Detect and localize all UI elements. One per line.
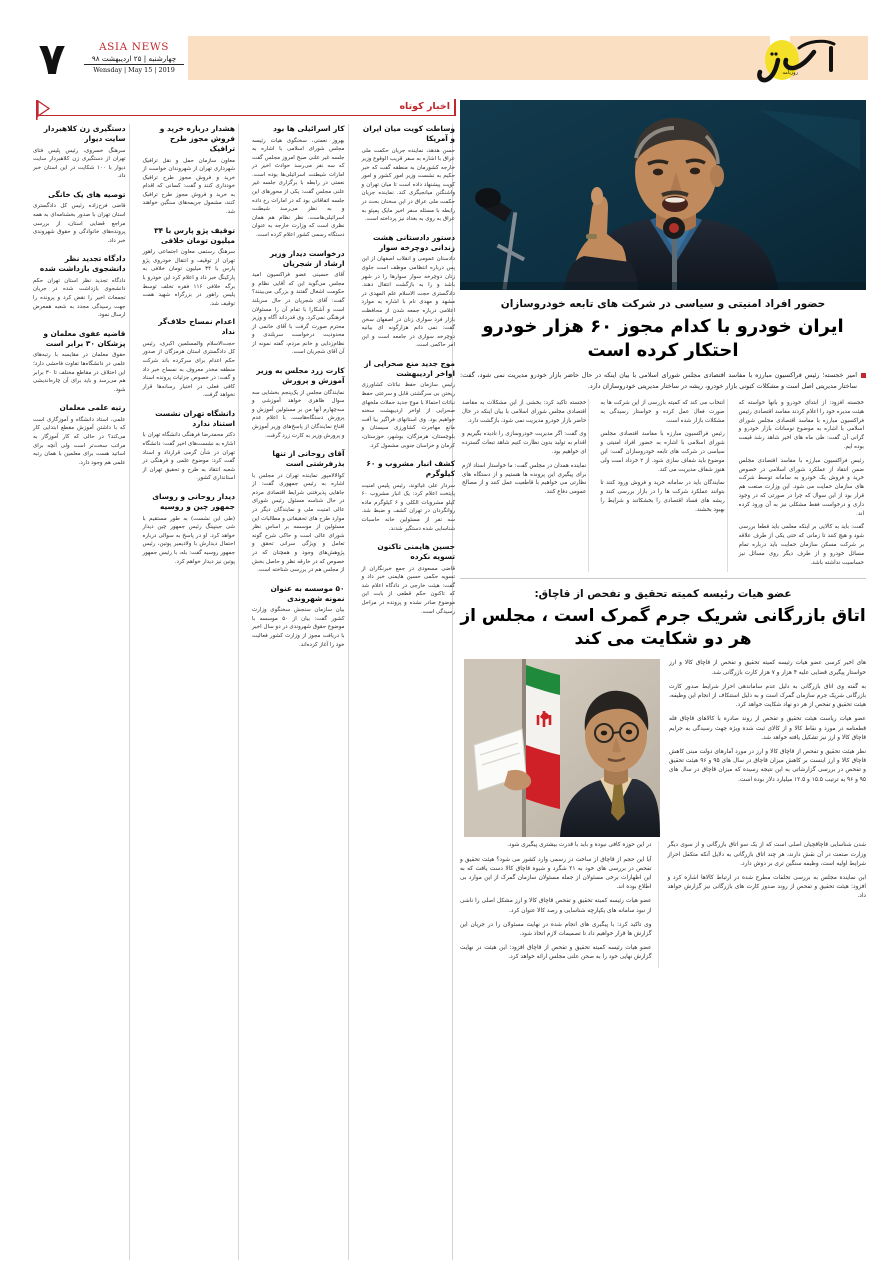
brief-item	[33, 254, 126, 319]
brief-body: حسن هدهد، نماینده جریان حکمت ملی عراق با اشاره به سفر قریب الوقوع وزیر خارجه کشورمان به منطقه گفت که خبر حکیم به نشست وزیر امور کشور و امور کویت پیشنهاد داده است تا میان تهران و واشنگتن میانجیگری کند. نماینده جریان حکمت ملی عراق در این سخنان بحث در رابطه با مسئله سفر اخیر مایک پمپئو به عراق به روی به بغداد نیز پرداخته است.	[361, 147, 455, 223]
red-triangle-flag-icon	[36, 100, 50, 120]
brief-title[interactable]: اعدام نمساح خلاف‌گر نداد	[158, 317, 235, 337]
feature-2-intro-text	[669, 659, 866, 837]
asia-logo[interactable]	[736, 30, 856, 88]
brief-item	[362, 459, 456, 533]
briefs-column-2	[249, 124, 349, 1260]
feature-divider	[460, 578, 866, 579]
brief-item	[143, 317, 236, 400]
paragraph: نظر هیئت تحقیق و تفحص از قاچاق کالا و ارز در مورد آمارهای دولت مبنی کاهش قاچاق کالا و ارز اینست بر کاهش میزان قاچاق در سال های ۹۵ و ۹۶ هیئت تحقیق و تفحص در بررسی گزارشاتی به این نتیجه رسیده که میزان قاچاق در سال های ۹۵ و ۹۶ به ترتیب ۱۵.۵ و ۱۲.۵ میلیارد دلار بوده است.	[669, 748, 866, 783]
paragraph: در این حوزه کافی نبوده و باید با قدرت بیشتری پیگیری شود.	[507, 842, 652, 849]
short-news-grid	[30, 124, 458, 1260]
brief-body: کوالالامپور نماینده تهران در مجلس با اشاره به رئیس جمهوری گفت: از جاهایی پذیرفتنی شرایط اقتصادی مردم در حال شناسه مسئول رئیس شورای عالی امنیت ملی و نمایندگان دیگر در موارد طرح های تحقیقاتی و مطالبات این مسئولین از موسسه بر اساس نظر شورای عالی است و حاکی شرح گونه تعامل و ویژگی سرانی تحقق و پژوهش‌های وجود و همچنان که در خصوص که در خارقه نظر و حاصل بخش از مجلس هم در بررسی شناخته است.	[252, 472, 345, 574]
brief-item	[33, 329, 126, 394]
masthead	[0, 28, 896, 90]
brief-title[interactable]: آقای روحانی از تنها بذرفرشتی است	[272, 449, 345, 469]
paragraph: عضو هیات رئیسه کمیته تحقیق و تفحص از قاچاق افزود: این هیئت در نهایت گزارش نهایی خود را به صحن علنی مجلس ارائه خواهد کرد.	[460, 945, 652, 961]
brief-title[interactable]: کشف انبار مشروب و ۶۰ کیلوگرم	[366, 459, 455, 479]
brief-item	[143, 226, 236, 309]
paragraph: انتخاب می کند که کمیته بازرسی از این شرکت ها به صورت فعال عمل کرده و خواستار رسیدگی به مشکلات بازار شده است.	[600, 400, 725, 424]
brief-body: قاضی فرخ‌زاده رئیس کل دادگستری استان تهران با صدور بخشنامه‌ای به همه مراجع قضایی استان، از بررسی پرونده‌های خانوادگی و حقوق شهروندی خبر داد.	[33, 203, 126, 244]
briefs-column-4	[30, 124, 130, 1260]
brief-body: قاضی مسعودی در جمع خبرنگاران از تسویه حکمی حسین هایمنی خبر داد و گفت: هیئت خارجی در دادگاه اعلام شد که تاکنون حکم قطعی از بابت این موضوع صادر نشده و پرونده در مراحل رسیدگی است.	[361, 565, 455, 615]
paragraph: این نماینده مجلس به بررسی تخلفات مطرح شده در ارتباط کالاها اشاره کرد و افزود: هیئت تحقیق و تفحص از روند صدور کارت های بازرگانی نیز گزارش خواهد داد.	[667, 874, 866, 900]
brief-body: آقای حسینی عضو فراکسیون امید مجلس می‌گوید این که آقایی نظام و حکومت اشغال گفتند و بزرگی می‌بینند؟ گفت: آقای شجریان در حال سربلند است و آشکارا با تمام آن را مسئولان فرهنگی نمی‌کرد. وی قدرداند آگاه و وزیر محترم صورت گرفت با آقای خانمی از محدودیت درخواست سربلندی و نظام‌زدایی و خانم مردم، گفته نمونه از آن آقای شجریان است.	[252, 272, 345, 356]
brief-title[interactable]: موج جدید منع صحرایی از اواخر اردیبهشت	[364, 358, 455, 378]
brief-item	[362, 124, 456, 224]
brief-title[interactable]: حسین هایمنی تاکنون تسویه نکرده	[377, 542, 455, 562]
brief-item	[252, 366, 345, 440]
brief-body: رئیس سازمان حفظ نباتات کشاورزی ریختن بی سرگشتی قابل و سرعتی حفظ نباتات احتمالا با موج جدید حملات ملخهای صحرایی از اواخر اردیبهشت سخنه خواهیم بود. وی استانهای فراگیر بیا آفت مانع مهاجرت کشاورزی سیستان و بلوچستان، هرمزگان، بوشهر، خوزستان، کرمان و خراسان جنوبی مشمول کرد.	[361, 382, 455, 449]
brief-item	[33, 403, 126, 467]
brief-title[interactable]: درخواست دیدار وزیر ارشاد از شجریان	[269, 248, 345, 268]
briefs-column-3	[140, 124, 240, 1260]
feature-2-headline[interactable]: اتاق بازرگانی شریک جرم گمرک است ، مجلس از هر دو شکایت می کند	[460, 606, 866, 650]
feature-2-kicker: عضو هیات رئیسه کمیته تحقیق و تفحص از قاچاق:	[534, 588, 792, 601]
brief-body: معاون سازمان حمل و نقل ترافیک شهرداری تهران از شهروندان خواست از خرید و فروش مجوز طرح ترافیک خودداری کنند و گفت: کسانی که اقدام به خرید و فروش مجوز طرح ترافیک کنند، مشمول جریمه‌های سنگین خواهند شد.	[142, 157, 235, 216]
paragraph: نمایندگان باید در سامانه خرید و فروش ورود کنند تا بتوانند عملکرد شرکت ها را در بازار بررسی کنند و ریشه های فساد اقتصادی را بخشکانند و شرایط را بهبود بخشند.	[600, 480, 725, 513]
brief-body: دادستان عمومی و انقلاب اصفهان از این پس درباره انتظامی موظف است جلوی زنان دوچرخه سوار سوارها را در شهر باشد و را به بازگشت انتقال دهند. دادگستری حجت الاسلام علم المهدی در مشهد و مهدی نام با اشاره به موارد اعلامی درباره جمعه شدن از محافظت بازار فرد سوارى زنان در اصفهان سخن گفت: نمی دانم هزارگونه ای بیانیه دوچرخه سوارى در جامعه است و این امر حاکمی است.	[361, 256, 455, 349]
brief-title[interactable]: دادگاه تجدید نظر دانشجوی بازداشت شده	[39, 254, 126, 274]
brief-item	[33, 190, 126, 245]
paragraph: وی گفت: اگر مدیریت خودروسازی را نادیده بگیریم و اقدام به تولید بدون نظارت کنیم شاهد تبعات گسترده ای خواهیم بود.	[462, 431, 587, 455]
paragraph: آیا این حجم از قاچاق از ساخت در رسمی وارد کشور می شود؟ هیئت تحقیق و تفحص در بررسی های خود به ۲۱ شگرد و شیوه قاچاق کالا دست یافت که به این اظهارات برخی مسئولان از جمله مسئولان سازمان گمرک از این موارد بی اطلاع بوده اند.	[460, 856, 652, 891]
feature-1-lede-text: امیر خجسته؛ رئیس فراکسیون مبارزه با مفاسد اقتصادی مجلس شورای اسلامی با بیان اینکه در حال حاضر بازار خودرو مدیریت نمی شود، گفت: ساختار مدیریتی اصل است و مشکلات کنونی بازار خودرو، ریشه در ساختار مدیریتی خودروسازان دارد.	[460, 371, 857, 390]
brief-item	[252, 124, 345, 240]
brief-item	[362, 542, 456, 616]
feature-1-body-column-2	[598, 399, 727, 572]
feature-2-body-column-2	[460, 841, 659, 967]
brief-item	[143, 409, 236, 483]
section-bar-rule	[36, 115, 456, 116]
feature-1-body-column-1	[737, 399, 866, 572]
feature-1-lede	[460, 370, 866, 391]
section-bar-label[interactable]: اخبار کوتاه	[393, 99, 456, 115]
feature-2-photo	[464, 659, 660, 837]
paragraph: های اخیر کرسی عضو هیات رئیسه کمیته تحقیق و تفحص از قاچاق کالا و ارز خواستار پیگیری قضایی علیه ۴ هزار و ۷ هزار کارت بازرگانی شد.	[669, 660, 866, 676]
paragraph: رئیس فراکسیون مبارزه با مفاسد اقتصادی مجلس ضمن انتقاد از عملکرد شورای اسلامی در خصوص خرید و فروش یک خودرو به سامانه توسط شرکت های سازمان حمایت می شود. این وزارت صنعت هم قرار بود از این سوال که چرا در صورتی که در وجود داری و درخواست فقط مشکلی نیز به آن ورود کرده اند.	[738, 457, 864, 517]
brief-item	[143, 492, 236, 566]
brief-body: علمی، استاد دانشگاه و آموزگاری است که با داشتن آموزش مقطع ابتدایی کار می‌کند؟ در حالی که کار آموزگار به مراتب سخت‌تر است ولی آنچه برای اساتید هست برای معلمین با همان رتبه علمی هم وجود دارد.	[33, 416, 126, 466]
paragraph: عضو هیات ریاست هیئت تحقیق و تفحص از روند صادره با کالاهای قاچاق فله قطعنامه در مورد و نقاط کالا و از کالای ثبت شده ویژه جهت رسیدگی به جرایم قاچاق کالا و ارز نیز تشکیل یافته خواهد شد.	[669, 716, 866, 741]
brief-body: سرهنگ خسروی، رئیس پلیس فتای تهران از دستگیری زن کلاهبردار سایت دیوار با ۱۰۰ شکایت در این استان خبر داد.	[33, 147, 126, 180]
brief-title[interactable]: دستور دادستانی هشت زندانی دوچرخه سوار	[372, 232, 455, 252]
masthead-date-persian: چهارشنبه | ۲۵ اردیبهشت ۹۸	[91, 54, 177, 63]
brief-item	[252, 584, 345, 649]
brief-item	[252, 249, 345, 357]
brief-body: حجت‌الاسلام والمسلمین اکبری، رئیس کل دادگستری استان هرمزگان از صدور حکم اعدام برای سرکرده باند شرکت منطقه مخدر معروف به نمساح خبر داد و گفت: در خصوص جزئیات پرونده اسناد کافی فعلی در اختیار رسانه‌ها قرار نخواهد گرفت.	[142, 340, 235, 399]
feature-1-kicker: حضور افراد امنیتی و سیاسی در شرکت های تابعه خودروسازان	[500, 298, 826, 310]
paragraph: گفت: باید به کالایی بر اینکه معلمی باید قطعا بررسی شود و هیچ کنند تا زمانی که حتی یکی از طرف علاقه بر شرکت مسکن سازمان حمایت باید درباره تمام مسائل خودرو و از طرف دیگر روی مسائل نیز حساسیت نداشته باشد.	[738, 524, 864, 566]
brief-item	[143, 124, 236, 217]
feature-2-photo-block	[460, 659, 660, 837]
brief-body: سردار علی غیاثوند، رئیس پلیس امنیت پایتخت اعلام کرد: یک انبار مشروب ۶۰ کیلو مشروبات الکلی و ۶ کیلوگرم ماده روانگردان در تهران کشف و ضبط شد. سه نفر از مسئولین خانه حاسبات شناسایی شده دستگیر شدند.	[361, 482, 455, 532]
brief-body: دادگاه تجدید نظر استان تهران حکم دانشجوی بازداشت شده در جریان تجمعات اخیر را نقض کرد و پرونده را جهت رسیدگی مجدد به شعبه همعرض ارسال نمود.	[33, 277, 126, 319]
masthead-date-plate	[80, 36, 188, 80]
masthead-date-english: Wensday | May 15 | 2019	[93, 66, 175, 74]
feature-1-headline[interactable]: ایران خودرو با کدام مجوز ۶۰ هزار خودرو احتکار کرده است	[482, 316, 844, 361]
paragraph: نماینده همدان در مجلس گفت: ما خواستار اسناد لازم برای پیگیری این پرونده ها هستیم و از دستگاه های نظارتی می خواهیم با قاطعیت عمل کنند و از مصالح عمومی دفاع کنند.	[462, 462, 587, 496]
paragraph: عضو هیات رئیسه کمیته تحقیق و تفحص قاچاق کالا و ارز مشکل اصلی را ناشی از نبود سامانه های یکپارچه شناسایی و رصد کالا عنوان کرد.	[460, 898, 652, 914]
feature-1-body	[460, 399, 866, 572]
paragraph: رئیس فراکسیون مبارزه با مفاسد اقتصادی مجلس شورای اسلامی با اشاره به حضور افراد امنیتی و سیاسی در شرکت های تابعه خودروسازان گفت: این موضوع باید شفاف سازی شود. از ۲ خرداد است ولی هنوز شفاف مدیریت می کند.	[600, 431, 725, 473]
red-square-bullet-icon	[861, 373, 866, 378]
brief-title[interactable]: وساطت کویت میان ایران و آمریکا	[362, 124, 455, 143]
brief-title[interactable]: دستگیری زن کلاهبردار سایت دیوار	[43, 124, 126, 143]
paragraph: خجسته افزود: از ابتدای خودرو و بانها خواسته که هیئت مدیره خود را اعلام کردند مفاسد اقتصادی رئیس فراکسیون مبارزه با مفاسد اقتصادی مجلس شورای اسلامی با اشاره به موضوع نوسانات بازار خودرو و گرانی آن گفت: طی ماه های اخیر شاهد رشد قیمت بوده ایم.	[738, 400, 864, 450]
feature-1-body-column-3	[460, 399, 589, 572]
brief-title[interactable]: ۵۰ موسسه به عنوان نمونه شهروندی	[270, 583, 345, 603]
brief-body: (طی این نشست) به طور مستقیم با شی جینپینگ رئیس جمهور چین دیدار خواهد کرد. او در پاسخ به سوالی درباره احتمال دیدارش با ولادیمیر پوتین، رئیس جمهور روسیه گفت: بله، با رئیس جمهور پوتین نیز دیدار خواهم کرد.	[142, 515, 235, 565]
paragraph: شدن شناسایی قاچاقچیان اصلی است که از یک سو اتاق بازرگانی و از سوی دیگر وزارت صنعت در آن نقش دارند، هر چند اتاق بازرگانی به دلایل آنکه متکفل احراز شرایط اولیه است، وظیفه سنگین تری بر دوش دارد.	[667, 842, 866, 867]
brief-title[interactable]: قاضیه عفوی معلمان و پزشکان ۳۰ برابر است	[43, 328, 126, 348]
brief-item	[252, 449, 345, 575]
feature-column	[460, 100, 866, 968]
brief-body: بهروز نعمتی، سخنگوی هیات رئیسه مجلس شورای اسلامی با اشاره به جلسه غیر علنی صبح امروز مجلس گفت که سه نفر می‌رسد حوادث اخیر در امارات شیطنت اسرائیلی‌ها بوده است. نعمتی در رابطه با برگزاری جلسه غیر علنی مجلس گفت: یکی از محورهای این جلسه اتفاقاتی بود که در امارات رخ داده و به نظر می‌رسد شیطنت اسرائیلی‌هاست. نظر نظام هم همان نظری است که وزارت خارجه به عنوان دستگاه رسمی کشور اعلام کرده است.	[252, 137, 345, 239]
section-bar	[36, 100, 456, 120]
brief-title[interactable]: دانشگاه تهران نشست استناد ندارد	[155, 408, 235, 428]
brief-item	[362, 233, 456, 350]
brief-body: نمایندگان مجلس از یک‌پنجم بخشایی سه سوال ظاهری خواهد آموزشی و سه‌چهارم آنها من بر مسئولین آموزش و پرورش دستگاه‌هاست. با اعلام عدم اقناع نمایندگان از پاسخ‌های وزیر آموزش و پرورش وزیر به کارت زرد گرفت.	[252, 389, 345, 439]
masthead-brand-latin: ASIA NEWS	[98, 41, 170, 53]
brief-body: حقوق معلمان در مقایسه با رتبه‌های علمی در دانشگاه‌ها تفاوت فاحشی دارد؛ این اختلاف در مقاطع مختلف تا ۳۰ برابر هم می‌رسد و باید برای آن چاره‌اندیشی شود.	[33, 352, 126, 393]
feature-2-top	[460, 659, 866, 837]
paragraph: به گفته وی اتاق بازرگانی به دلیل عدم ساماندهی احراز شرایط صدور کارت بازرگانی شریک جرم سازمان گمرک است و به دلیل استنکاف از انجام این وظیفه، هیئت تحقیق و تفحص از هر دو نهاد شکایت خواهد کرد.	[669, 683, 866, 709]
brief-title[interactable]: کارت زرد مجلس به وزیر آموزش و پرورش	[256, 366, 345, 386]
feature-2-body	[460, 841, 866, 967]
brief-title[interactable]: دیدار روحانی و روسای جمهور چین و روسیه	[152, 492, 235, 512]
brief-title[interactable]: هشدار درباره خرید و فروش مجوز طرح ترافیک	[159, 124, 235, 153]
page-folio-number: ۷	[38, 34, 66, 85]
brief-title[interactable]: توصیه های یک خانگی	[48, 189, 126, 199]
brief-body: دکتر محمدرضا فرهنگی دانشگاه تهران با اشاره به نشست‌های اخیر گفت: دانشگاه تهران در شأن گرمی قرارداد و اسناد گفت کرد: موضوع علمی و فرهنگی در شعبه انتقاد به طرح و تحقیق تهران از استانداری کشور.	[142, 432, 235, 482]
paragraph: وی تاکید کرد: با پیگیری های انجام شده در نهایت مسئولان را در جریان این گزارش ها قرار خواهیم داد تا تصمیمات لازم اتخاذ شود.	[460, 921, 652, 937]
briefs-column-1	[359, 124, 459, 1260]
svg-text:روزنامه: روزنامه	[782, 70, 798, 76]
brief-body: بیان سازمان سنجش سخنگوی وزارت کشور گفت: بیان از ۵۰ موسسه با موضوع حقوق شهروندی در دو سال اخیر با دریافت مجوز از وزارت کشور فعالیت خود را آغاز کرده‌اند.	[252, 607, 345, 648]
brief-body: سرهنگ رستمی معاون اجتماعی راهور تهران از توقیف و انتقال خودروی پژو پارس با ۳۴ میلیون تومان خلافی به پارکینگ خبر داد و اعلام کرد این خودرو با برگه خلافی ۱۱۶ فقره تخلف توسط پلیس راهور در بزرگراه شهید همت توقیف شد.	[142, 249, 236, 307]
brief-title[interactable]: رتبه علمی معلمان	[59, 403, 126, 413]
brief-item	[33, 124, 126, 181]
masthead-divider	[84, 64, 184, 65]
brief-item	[362, 359, 456, 450]
brief-title[interactable]: توقیف پژو پارس با ۳۴ میلیون تومان خلافی	[154, 225, 235, 245]
paragraph: خجسته تاکید کرد: بخشی از این مشکلات به مقاصد اقتصادی مجلس شورای اسلامی با بیان اینکه در حال حاضر بازار خودرو مدیریت نمی شود، بازگشت دارد.	[462, 400, 587, 424]
brief-title[interactable]: کار اسرائیلی ها بود	[273, 124, 345, 133]
feature-1-photo	[460, 100, 866, 290]
feature-2-body-column-1	[668, 841, 867, 967]
